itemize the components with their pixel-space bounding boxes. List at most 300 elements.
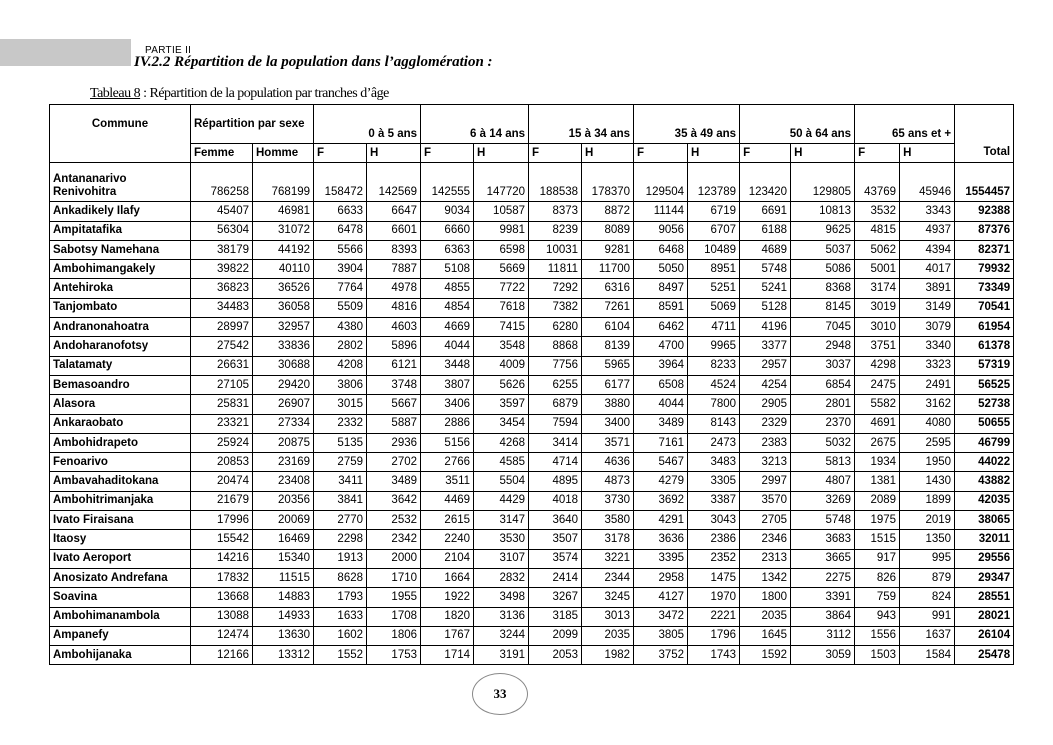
value-cell: 13088 (191, 607, 253, 626)
table-row (50, 414, 1014, 433)
sub-header: Femme (191, 144, 253, 163)
value-cell: 9625 (791, 221, 855, 240)
commune-name: Ivato Aeroport (50, 549, 191, 568)
value-cell: 16469 (253, 530, 314, 549)
value-cell: 40110 (253, 260, 314, 279)
table-row (50, 607, 1014, 626)
value-cell: 1899 (900, 491, 955, 510)
total-header: Total (955, 144, 1014, 163)
table-row (50, 298, 1014, 317)
commune-name: Fenoarivo (50, 453, 191, 472)
value-cell: 7045 (791, 318, 855, 337)
value-cell: 2342 (367, 530, 421, 549)
value-cell: 8239 (529, 221, 582, 240)
value-cell: 3174 (855, 279, 900, 298)
value-cell: 3841 (314, 491, 367, 510)
value-cell: 1633 (314, 607, 367, 626)
value-cell: 3191 (474, 646, 529, 665)
value-cell: 3483 (688, 453, 740, 472)
value-cell: 4196 (740, 318, 791, 337)
value-cell: 2759 (314, 453, 367, 472)
value-cell: 11811 (529, 260, 582, 279)
value-cell: 4044 (421, 337, 474, 356)
value-cell: 6121 (367, 356, 421, 375)
commune-name: Andoharanofotsy (50, 337, 191, 356)
value-cell: 2332 (314, 414, 367, 433)
commune-name: Ampitatafika (50, 221, 191, 240)
value-cell: 1710 (367, 568, 421, 587)
value-cell: 6660 (421, 221, 474, 240)
table-row (50, 588, 1014, 607)
value-cell: 9056 (634, 221, 688, 240)
value-cell: 21679 (191, 491, 253, 510)
value-cell: 13630 (253, 626, 314, 645)
table-row (50, 453, 1014, 472)
value-cell: 38179 (191, 240, 253, 259)
value-cell: 2491 (900, 375, 955, 394)
value-cell: 7756 (529, 356, 582, 375)
value-cell: 20875 (253, 433, 314, 452)
value-cell: 4380 (314, 318, 367, 337)
value-cell: 1708 (367, 607, 421, 626)
value-cell: 4585 (474, 453, 529, 472)
value-cell: 1515 (855, 530, 900, 549)
commune-name: Ivato Firaisana (50, 511, 191, 530)
section-title: IV.2.2 Répartition de la population dans l’agglomération : (134, 54, 493, 70)
value-cell: 2089 (855, 491, 900, 510)
total-cell: 43882 (955, 472, 1014, 491)
value-cell: 2948 (791, 337, 855, 356)
value-cell: 2240 (421, 530, 474, 549)
value-cell: 3532 (855, 202, 900, 221)
value-cell: 3807 (421, 375, 474, 394)
table-row (50, 433, 1014, 452)
value-cell: 5813 (791, 453, 855, 472)
value-cell: 20356 (253, 491, 314, 510)
table-row (50, 472, 1014, 491)
value-cell: 5887 (367, 414, 421, 433)
value-cell: 3112 (791, 626, 855, 645)
value-cell: 1342 (740, 568, 791, 587)
value-cell: 3162 (900, 395, 955, 414)
value-cell: 1982 (582, 646, 634, 665)
value-cell: 4208 (314, 356, 367, 375)
caption-text: : Répartition de la population par tranches d’âge (140, 86, 389, 101)
value-cell: 4807 (791, 472, 855, 491)
value-cell: 129504 (634, 163, 688, 202)
value-cell: 2313 (740, 549, 791, 568)
value-cell: 1552 (314, 646, 367, 665)
value-cell: 3185 (529, 607, 582, 626)
header-gray-tab (0, 39, 131, 66)
value-cell: 2702 (367, 453, 421, 472)
value-cell: 5467 (634, 453, 688, 472)
sub-header: H (900, 144, 955, 163)
commune-name: Antananarivo Renivohitra (50, 163, 191, 202)
value-cell: 158472 (314, 163, 367, 202)
value-cell: 3037 (791, 356, 855, 375)
value-cell: 1743 (688, 646, 740, 665)
value-cell: 2221 (688, 607, 740, 626)
table-row (50, 375, 1014, 394)
value-cell: 768199 (253, 163, 314, 202)
value-cell: 188538 (529, 163, 582, 202)
value-cell: 39822 (191, 260, 253, 279)
value-cell: 3752 (634, 646, 688, 665)
table-row (50, 279, 1014, 298)
value-cell: 6255 (529, 375, 582, 394)
value-cell: 3245 (582, 588, 634, 607)
value-cell: 4636 (582, 453, 634, 472)
value-cell: 3665 (791, 549, 855, 568)
value-cell: 5156 (421, 433, 474, 452)
value-cell: 2053 (529, 646, 582, 665)
value-cell: 3498 (474, 588, 529, 607)
value-cell: 2383 (740, 433, 791, 452)
value-cell: 27542 (191, 337, 253, 356)
value-cell: 14216 (191, 549, 253, 568)
value-cell: 3507 (529, 530, 582, 549)
value-cell: 1753 (367, 646, 421, 665)
commune-name: Antehiroka (50, 279, 191, 298)
value-cell: 4080 (900, 414, 955, 433)
value-cell: 2832 (474, 568, 529, 587)
value-cell: 28997 (191, 318, 253, 337)
value-cell: 3489 (634, 414, 688, 433)
value-cell: 11515 (253, 568, 314, 587)
value-cell: 8368 (791, 279, 855, 298)
value-cell: 2475 (855, 375, 900, 394)
value-cell: 5748 (791, 511, 855, 530)
value-cell: 786258 (191, 163, 253, 202)
value-cell: 1430 (900, 472, 955, 491)
value-cell: 6508 (634, 375, 688, 394)
commune-name: Tanjombato (50, 298, 191, 317)
value-cell: 26907 (253, 395, 314, 414)
age-group-header: 15 à 34 ans (529, 105, 634, 144)
value-cell: 7618 (474, 298, 529, 317)
value-cell: 14883 (253, 588, 314, 607)
value-cell: 20853 (191, 453, 253, 472)
value-cell: 5748 (740, 260, 791, 279)
value-cell: 6104 (582, 318, 634, 337)
value-cell: 4127 (634, 588, 688, 607)
value-cell: 2370 (791, 414, 855, 433)
value-cell: 20474 (191, 472, 253, 491)
value-cell: 3015 (314, 395, 367, 414)
value-cell: 2905 (740, 395, 791, 414)
value-cell: 142555 (421, 163, 474, 202)
value-cell: 2957 (740, 356, 791, 375)
value-cell: 5667 (367, 395, 421, 414)
total-cell: 28551 (955, 588, 1014, 607)
table-row (50, 163, 1014, 202)
value-cell: 1913 (314, 549, 367, 568)
value-cell: 4524 (688, 375, 740, 394)
value-cell: 3692 (634, 491, 688, 510)
value-cell: 5251 (688, 279, 740, 298)
value-cell: 1503 (855, 646, 900, 665)
page-number: 33 (472, 673, 528, 715)
value-cell: 3891 (900, 279, 955, 298)
value-cell: 3178 (582, 530, 634, 549)
value-cell: 4298 (855, 356, 900, 375)
value-cell: 3010 (855, 318, 900, 337)
value-cell: 2275 (791, 568, 855, 587)
value-cell: 5669 (474, 260, 529, 279)
value-cell: 7722 (474, 279, 529, 298)
value-cell: 3079 (900, 318, 955, 337)
age-group-header: 50 à 64 ans (740, 105, 855, 144)
value-cell: 2329 (740, 414, 791, 433)
value-cell: 1796 (688, 626, 740, 645)
sub-header: F (740, 144, 791, 163)
total-cell: 79932 (955, 260, 1014, 279)
value-cell: 1955 (367, 588, 421, 607)
value-cell: 6316 (582, 279, 634, 298)
value-cell: 1602 (314, 626, 367, 645)
commune-name: Itaosy (50, 530, 191, 549)
value-cell: 1645 (740, 626, 791, 645)
value-cell: 3411 (314, 472, 367, 491)
sub-header: H (582, 144, 634, 163)
total-cell: 32011 (955, 530, 1014, 549)
total-cell: 61954 (955, 318, 1014, 337)
value-cell: 1350 (900, 530, 955, 549)
value-cell: 7764 (314, 279, 367, 298)
value-cell: 14933 (253, 607, 314, 626)
value-cell: 23321 (191, 414, 253, 433)
value-cell: 5504 (474, 472, 529, 491)
sub-header: H (688, 144, 740, 163)
commune-name: Sabotsy Namehana (50, 240, 191, 259)
value-cell: 1975 (855, 511, 900, 530)
commune-name: Ambohijanaka (50, 646, 191, 665)
value-cell: 9981 (474, 221, 529, 240)
value-cell: 943 (855, 607, 900, 626)
value-cell: 3244 (474, 626, 529, 645)
value-cell: 3340 (900, 337, 955, 356)
value-cell: 5896 (367, 337, 421, 356)
value-cell: 6462 (634, 318, 688, 337)
total-cell: 57319 (955, 356, 1014, 375)
value-cell: 1970 (688, 588, 740, 607)
value-cell: 36823 (191, 279, 253, 298)
value-cell: 6177 (582, 375, 634, 394)
value-cell: 44192 (253, 240, 314, 259)
value-cell: 3511 (421, 472, 474, 491)
value-cell: 17996 (191, 511, 253, 530)
value-cell: 1592 (740, 646, 791, 665)
value-cell: 879 (900, 568, 955, 587)
sub-header: H (367, 144, 421, 163)
value-cell: 4017 (900, 260, 955, 279)
value-cell: 3343 (900, 202, 955, 221)
value-cell: 2352 (688, 549, 740, 568)
commune-name: Ampanefy (50, 626, 191, 645)
value-cell: 2346 (740, 530, 791, 549)
commune-name: Talatamaty (50, 356, 191, 375)
value-cell: 3377 (740, 337, 791, 356)
value-cell: 3269 (791, 491, 855, 510)
header-row-sub (50, 144, 1014, 163)
value-cell: 2675 (855, 433, 900, 452)
value-cell: 8591 (634, 298, 688, 317)
total-cell: 56525 (955, 375, 1014, 394)
value-cell: 13312 (253, 646, 314, 665)
value-cell: 7594 (529, 414, 582, 433)
value-cell: 2000 (367, 549, 421, 568)
value-cell: 1820 (421, 607, 474, 626)
sub-header: F (634, 144, 688, 163)
sub-header: H (791, 144, 855, 163)
value-cell: 7161 (634, 433, 688, 452)
part-label: PARTIE II (145, 45, 192, 56)
value-cell: 2595 (900, 433, 955, 452)
commune-name: Bemasoandro (50, 375, 191, 394)
value-cell: 1556 (855, 626, 900, 645)
value-cell: 3570 (740, 491, 791, 510)
value-cell: 3221 (582, 549, 634, 568)
value-cell: 8373 (529, 202, 582, 221)
value-cell: 2473 (688, 433, 740, 452)
total-cell: 52738 (955, 395, 1014, 414)
value-cell: 5037 (791, 240, 855, 259)
value-cell: 5032 (791, 433, 855, 452)
value-cell: 3448 (421, 356, 474, 375)
value-cell: 5050 (634, 260, 688, 279)
value-cell: 6478 (314, 221, 367, 240)
value-cell: 3880 (582, 395, 634, 414)
value-cell: 2414 (529, 568, 582, 587)
value-cell: 3043 (688, 511, 740, 530)
value-cell: 3642 (367, 491, 421, 510)
value-cell: 6707 (688, 221, 740, 240)
value-cell: 8497 (634, 279, 688, 298)
value-cell: 4691 (855, 414, 900, 433)
value-cell: 3323 (900, 356, 955, 375)
value-cell: 36058 (253, 298, 314, 317)
value-cell: 5062 (855, 240, 900, 259)
value-cell: 2615 (421, 511, 474, 530)
value-cell: 3730 (582, 491, 634, 510)
value-cell: 4469 (421, 491, 474, 510)
value-cell: 3805 (634, 626, 688, 645)
value-cell: 4254 (740, 375, 791, 394)
value-cell: 3571 (582, 433, 634, 452)
population-table (49, 104, 1014, 665)
value-cell: 2099 (529, 626, 582, 645)
value-cell: 4873 (582, 472, 634, 491)
total-cell: 29556 (955, 549, 1014, 568)
value-cell: 5135 (314, 433, 367, 452)
commune-name: Andranonahoatra (50, 318, 191, 337)
value-cell: 1767 (421, 626, 474, 645)
value-cell: 4279 (634, 472, 688, 491)
value-cell: 3391 (791, 588, 855, 607)
value-cell: 56304 (191, 221, 253, 240)
value-cell: 917 (855, 549, 900, 568)
age-group-header: 6 à 14 ans (421, 105, 529, 144)
value-cell: 12474 (191, 626, 253, 645)
value-cell: 29420 (253, 375, 314, 394)
value-cell: 3806 (314, 375, 367, 394)
value-cell: 2802 (314, 337, 367, 356)
value-cell: 4689 (740, 240, 791, 259)
value-cell: 8089 (582, 221, 634, 240)
value-cell: 123789 (688, 163, 740, 202)
table-row (50, 202, 1014, 221)
value-cell: 4291 (634, 511, 688, 530)
value-cell: 45946 (900, 163, 955, 202)
sub-header: H (474, 144, 529, 163)
value-cell: 2766 (421, 453, 474, 472)
value-cell: 5001 (855, 260, 900, 279)
value-cell: 4268 (474, 433, 529, 452)
total-cell: 25478 (955, 646, 1014, 665)
total-cell: 87376 (955, 221, 1014, 240)
value-cell: 3597 (474, 395, 529, 414)
value-cell: 759 (855, 588, 900, 607)
value-cell: 3454 (474, 414, 529, 433)
value-cell: 4018 (529, 491, 582, 510)
value-cell: 3548 (474, 337, 529, 356)
caption-label: Tableau 8 (90, 86, 141, 101)
value-cell: 2770 (314, 511, 367, 530)
commune-name: Ambohidrapeto (50, 433, 191, 452)
value-cell: 995 (900, 549, 955, 568)
value-cell: 5128 (740, 298, 791, 317)
value-cell: 1950 (900, 453, 955, 472)
total-cell: 42035 (955, 491, 1014, 510)
value-cell: 17832 (191, 568, 253, 587)
value-cell: 5965 (582, 356, 634, 375)
value-cell: 3019 (855, 298, 900, 317)
value-cell: 1922 (421, 588, 474, 607)
value-cell: 826 (855, 568, 900, 587)
value-cell: 4044 (634, 395, 688, 414)
value-cell: 8628 (314, 568, 367, 587)
sub-header: F (855, 144, 900, 163)
value-cell: 3640 (529, 511, 582, 530)
value-cell: 3683 (791, 530, 855, 549)
value-cell: 1714 (421, 646, 474, 665)
value-cell: 9281 (582, 240, 634, 259)
commune-name: Ambavahaditokana (50, 472, 191, 491)
table-row (50, 626, 1014, 645)
value-cell: 15542 (191, 530, 253, 549)
table-row (50, 491, 1014, 510)
value-cell: 3864 (791, 607, 855, 626)
value-cell: 1793 (314, 588, 367, 607)
value-cell: 2705 (740, 511, 791, 530)
total-cell: 1554457 (955, 163, 1014, 202)
value-cell: 46981 (253, 202, 314, 221)
value-cell: 4815 (855, 221, 900, 240)
value-cell: 2344 (582, 568, 634, 587)
value-cell: 10813 (791, 202, 855, 221)
value-cell: 5086 (791, 260, 855, 279)
age-group-header: 65 ans et + (855, 105, 955, 144)
value-cell: 5069 (688, 298, 740, 317)
total-cell: 28021 (955, 607, 1014, 626)
value-cell: 36526 (253, 279, 314, 298)
value-cell: 27105 (191, 375, 253, 394)
value-cell: 4895 (529, 472, 582, 491)
table-row (50, 530, 1014, 549)
value-cell: 6598 (474, 240, 529, 259)
value-cell: 6363 (421, 240, 474, 259)
